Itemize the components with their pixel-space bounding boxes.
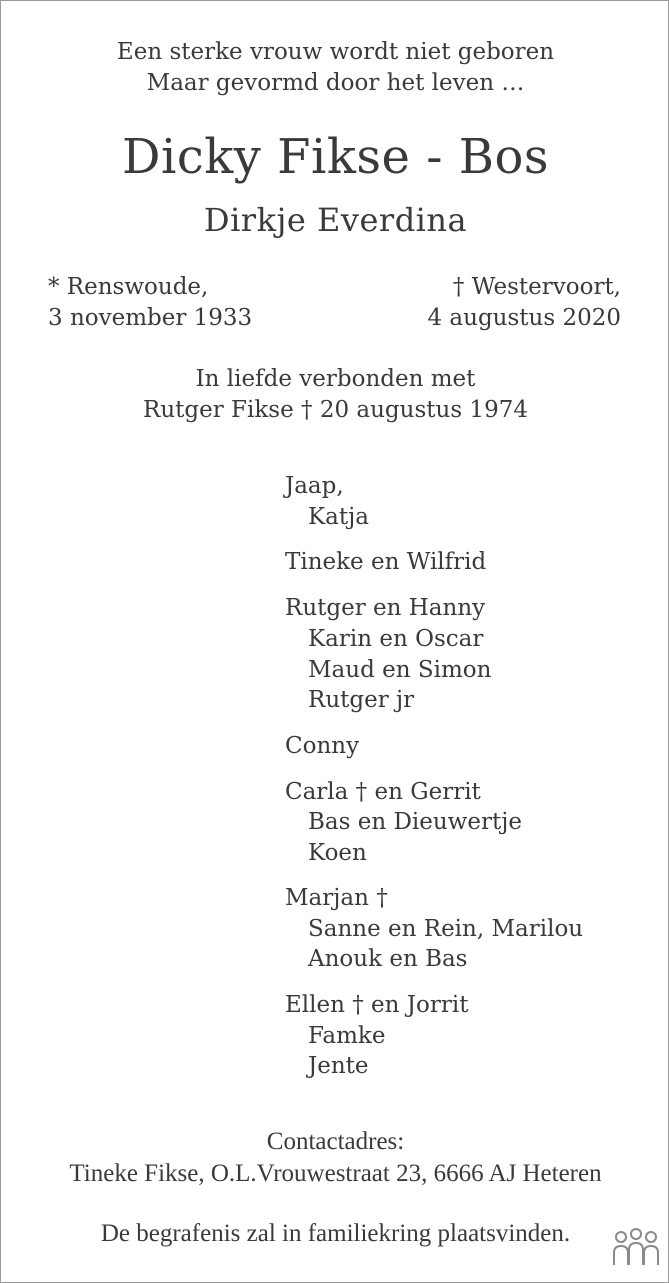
grandchild: Sanne en Rein, Marilou (308, 916, 584, 942)
family-member: Tineke en Wilfrid (285, 549, 487, 575)
funeral-note: De begrafenis zal in familiekring plaatsvinden. (100, 1220, 571, 1247)
family-member: Carla † en Gerrit (285, 779, 481, 805)
birth-date: 3 november 1933 (48, 305, 253, 331)
grandchild: Rutger jr (308, 687, 415, 713)
family-member: Conny (285, 733, 360, 759)
motto-line-2: Maar gevormd door het leven … (146, 70, 525, 96)
grandchild: Katja (308, 504, 369, 530)
grandchild: Famke (308, 1023, 386, 1049)
given-names: Dirkje Everdina (203, 201, 468, 239)
partner-line-2: Rutger Fikse † 20 augustus 1974 (143, 397, 528, 423)
contact-label: Contactadres: (266, 1128, 405, 1155)
grandchild: Jente (308, 1053, 369, 1079)
family-member: Ellen † en Jorrit (285, 992, 469, 1018)
family-member: Marjan † (285, 885, 388, 911)
grandchild: Karin en Oscar (308, 626, 484, 652)
birth-place: * Renswoude, (48, 274, 209, 300)
death-place: † Westervoort, (452, 274, 621, 300)
grandchild: Bas en Dieuwertje (308, 809, 522, 835)
motto-line-1: Een sterke vrouw wordt niet geboren (116, 39, 555, 65)
contact-address: Tineke Fikse, O.L.Vrouwestraat 23, 6666 AJ Heteren (69, 1160, 602, 1187)
family-member: Jaap, (285, 473, 344, 499)
partner-line-1: In liefde verbonden met (195, 366, 476, 392)
grandchild: Anouk en Bas (308, 946, 468, 972)
grandchild: Maud en Simon (308, 657, 492, 683)
people-group-icon (611, 1227, 661, 1269)
death-date: 4 augustus 2020 (427, 305, 621, 331)
deceased-name: Dicky Fikse - Bos (122, 129, 549, 185)
family-member: Rutger en Hanny (285, 595, 486, 621)
grandchild: Koen (308, 840, 367, 866)
